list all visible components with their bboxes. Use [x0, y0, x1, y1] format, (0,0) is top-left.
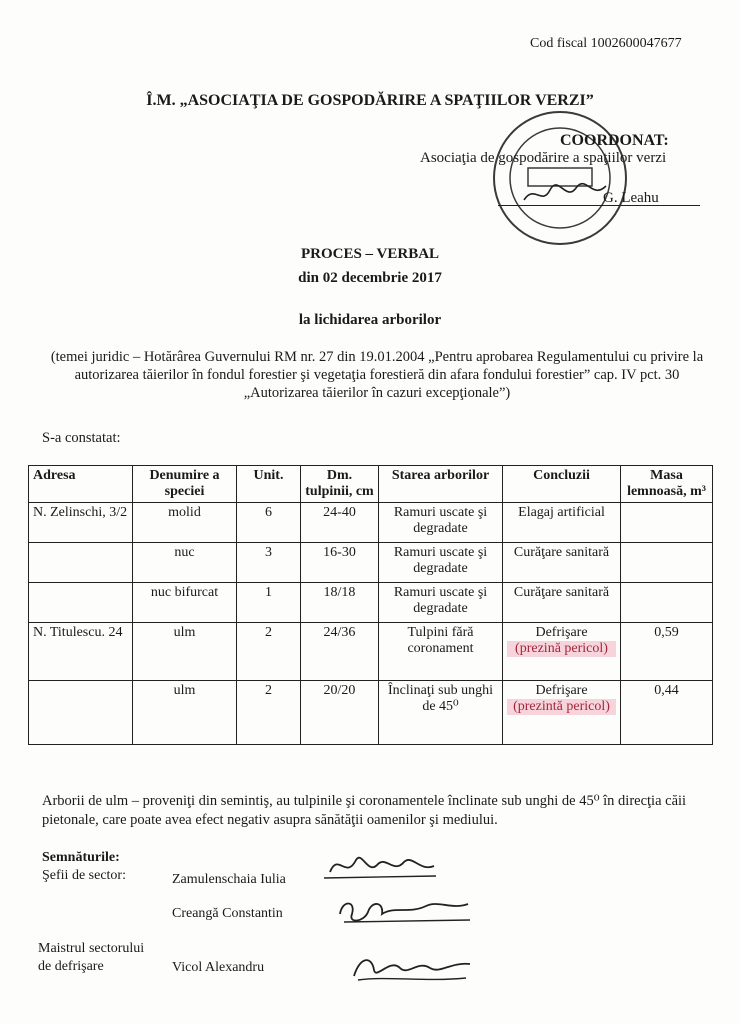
cell-unit: 2: [237, 681, 301, 745]
table-row: [29, 503, 713, 543]
concluzie-text: Defrişare: [535, 683, 588, 698]
constat-label: S-a constatat:: [42, 430, 121, 446]
trees-table: [28, 465, 713, 745]
cell-dm: 16-30: [301, 543, 379, 583]
header-adresa: Adresa: [29, 466, 133, 503]
cell-specie: molid: [133, 503, 237, 543]
master-label: Maistrul sectorului de defrişare: [38, 941, 145, 974]
cell-adresa: [29, 583, 133, 623]
header-masa: Masa lemnoasă, m³: [621, 466, 713, 503]
master-name: Vicol Alexandru: [172, 960, 265, 975]
header-unit: Unit.: [237, 466, 301, 503]
cell-concluzie: [503, 583, 621, 623]
sector-head-2: Creangă Constantin: [172, 906, 283, 921]
organization-name: Î.M. „ASOCIAŢIA DE GOSPODĂRIRE A SPAŢIILOR VERZI”: [146, 92, 594, 109]
approval-label: COORDONAT:: [560, 132, 669, 149]
cell-masa: [621, 583, 713, 623]
danger-note: (prezintă pericol): [507, 699, 616, 715]
cell-starea: Înclinaţi sub unghi de 45⁰: [379, 681, 503, 745]
approval-signature: [520, 176, 610, 212]
cell-specie: ulm: [133, 623, 237, 681]
concluzie-text: Curăţare sanitară: [513, 545, 610, 560]
cell-concluzie: [503, 681, 621, 745]
cell-dm: 18/18: [301, 583, 379, 623]
cell-masa: [621, 543, 713, 583]
cell-adresa: [29, 681, 133, 745]
header-concluzii: Concluzii: [503, 466, 621, 503]
cell-masa: 0,44: [621, 681, 713, 745]
signatures-label: Semnăturile:: [42, 850, 120, 865]
cell-concluzie: [503, 623, 621, 681]
cell-dm: 24-40: [301, 503, 379, 543]
cell-unit: 3: [237, 543, 301, 583]
cell-adresa: N. Zelinschi, 3/2: [29, 503, 133, 543]
document-date: din 02 decembrie 2017: [298, 270, 442, 286]
document-subject: la lichidarea arborilor: [298, 312, 442, 328]
closing-note: Arborii de ulm – proveniţi din semintiş, au tulpinile şi coronamentele înclinate sub unghi de 45⁰ în direcţia căii pietonale, care poate avea efect negativ asupra sănătăţii oamenilor şi mediului.: [42, 793, 687, 828]
cell-concluzie: [503, 543, 621, 583]
cell-adresa: [29, 543, 133, 583]
document-title: PROCES – VERBAL: [300, 246, 440, 262]
table-row: [29, 681, 713, 745]
sector-head-1: Zamulenschaia Iulia: [172, 872, 286, 887]
cell-adresa: N. Titulescu. 24: [29, 623, 133, 681]
cell-starea: Tulpini fără coronament: [379, 623, 503, 681]
cell-specie: ulm: [133, 681, 237, 745]
cell-dm: 20/20: [301, 681, 379, 745]
table-row: [29, 623, 713, 681]
cell-unit: 6: [237, 503, 301, 543]
cell-specie: nuc: [133, 543, 237, 583]
cell-starea: Ramuri uscate şi degradate: [379, 503, 503, 543]
concluzie-text: Defrişare: [535, 625, 588, 640]
sector-heads-label: Şefii de sector:: [42, 868, 126, 883]
signature-1: [320, 846, 440, 886]
signature-3: [346, 946, 476, 988]
table-row: [29, 543, 713, 583]
cell-unit: 2: [237, 623, 301, 681]
cell-starea: Ramuri uscate şi degradate: [379, 583, 503, 623]
cell-masa: 0,59: [621, 623, 713, 681]
cell-specie: nuc bifurcat: [133, 583, 237, 623]
table-header-row: [29, 466, 713, 503]
header-specie: Denumire a speciei: [133, 466, 237, 503]
concluzie-text: Curăţare sanitară: [513, 585, 610, 600]
cell-unit: 1: [237, 583, 301, 623]
cell-concluzie: [503, 503, 621, 543]
danger-note: (prezină pericol): [507, 641, 616, 657]
cell-masa: [621, 503, 713, 543]
header-dm: Dm. tulpinii, cm: [301, 466, 379, 503]
header-starea: Starea arborilor: [379, 466, 503, 503]
approval-name: G. Leahu: [603, 190, 659, 206]
cell-dm: 24/36: [301, 623, 379, 681]
legal-basis: (temei juridic – Hotărârea Guvernului RM nr. 27 din 19.01.2004 „Pentru aprobarea Regulamentului cu privire la autorizarea tăierilor în fondul forestier şi vegetaţia forestieră din afara fondului forestier” cap. IV pct. 30 „Autorizarea tăierilor în cazuri excepţionale”): [50, 349, 704, 401]
fiscal-code: Cod fiscal 1002600047677: [530, 36, 682, 51]
table-row: [29, 583, 713, 623]
concluzie-text: Elagaj artificial: [518, 505, 605, 520]
signature-2: [334, 892, 474, 930]
approval-organization: Asociaţia de gospodărire a spaţiilor verzi: [420, 150, 667, 166]
cell-starea: Ramuri uscate şi degradate: [379, 543, 503, 583]
